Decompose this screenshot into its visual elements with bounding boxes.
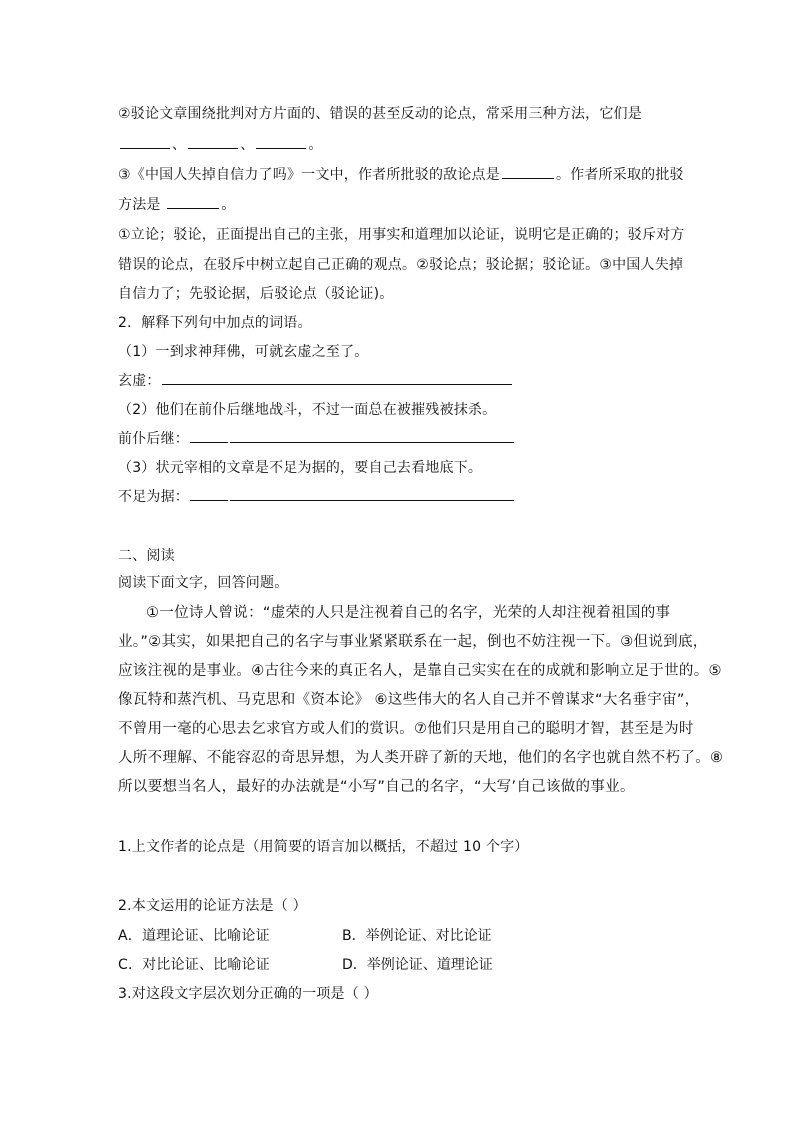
question-1: 1.上文作者的论点是（用简要的语言加以概括，不超过 10 个字） (118, 839, 529, 855)
answer-line: 错误的论点，在驳斥中树立起自己正确的观点。②驳论点；驳论据；驳论证。③中国人失掉 (118, 257, 684, 273)
option-c[interactable]: C．对比论证、比喻论证 (118, 957, 270, 973)
option-d[interactable]: D．举例论证、道理论证 (342, 957, 493, 973)
option-a[interactable]: A．道理论证、比喻论证 (118, 928, 270, 944)
answer-blanks-line (118, 134, 323, 155)
question-line (118, 164, 684, 185)
answer-line-blank[interactable] (230, 442, 514, 443)
passage-line: 所以要想当名人，最好的办法就是“小写”自己的名字，“大写’自己该做的事业。 (118, 779, 635, 795)
answer-blank[interactable] (188, 134, 238, 149)
term-label: 玄虚： (118, 373, 161, 389)
question-text: ②驳论文章围绕批判对方片面的、错误的甚至反动的论点，常采用三种方法，它们是 (118, 106, 642, 122)
answer-blank[interactable] (120, 134, 170, 149)
separator: 、 (172, 137, 187, 153)
period: 。 (221, 197, 236, 213)
passage-line: 不曾用一毫的心思去乞求官方或人们的赏识。⑦他们只是用自己的聪明才智，甚至是为时 (118, 721, 694, 737)
question-3: 3.对这段文字层次划分正确的一项是（ ） (118, 986, 378, 1002)
answer-line-blank[interactable] (190, 442, 228, 443)
answer-line: 自信力了；先驳论据，后驳论点（驳论证)。 (118, 286, 394, 302)
separator: 、 (240, 137, 255, 153)
answer-blank[interactable] (256, 134, 306, 149)
period: 。 (308, 137, 323, 153)
passage-line: 人所不理解、不能容忍的奇思异想，为人类开辟了新的天地，他们的名字也就自然不朽了。⑧ (118, 750, 724, 766)
term-label: 不足为据： (118, 489, 189, 505)
question-line (118, 104, 642, 124)
question-text: 。作者所采取的批驳 (555, 167, 684, 183)
question-title: 2．解释下列句中加点的词语。 (118, 315, 312, 331)
passage-line: 应该注视的是事业。④古往今来的真正名人，是靠自己实实在在的成就和影响立足于世的。⑤ (118, 663, 722, 679)
question-text: 方法是 (118, 197, 166, 213)
section-title: 二、阅读 (118, 548, 175, 564)
question-text: ③《中国人失掉自信力了吗》一文中，作者所批驳的敌论点是 (118, 167, 500, 183)
answer-line-blank[interactable] (190, 500, 228, 501)
passage-line: ①一位诗人曾说：“虚荣的人只是注视着自己的名字，光荣的人却注视着祖国的事 (146, 605, 671, 621)
answer-line-blank[interactable] (162, 384, 512, 385)
answer-blank[interactable] (502, 164, 554, 179)
sentence: （3）状元宰相的文章是不足为据的，要自己去看地底下。 (118, 460, 483, 476)
term-label: 前仆后继： (118, 431, 189, 447)
answer-line-blank[interactable] (230, 500, 514, 501)
sentence: （1）一到求神拜佛，可就玄虚之至了。 (118, 344, 369, 360)
answer-line: ①立论；驳论，正面提出自己的主张，用事实和道理加以论证，说明它是正确的；驳斥对方 (118, 227, 685, 243)
sentence: （2）他们在前仆后继地战斗，不过一面总在被摧残被抹杀。 (118, 402, 497, 418)
question-2: 2.本文运用的论证方法是（ ） (118, 898, 307, 914)
option-b[interactable]: B．举例论证、对比论证 (342, 928, 492, 944)
passage-line: 像瓦特和蒸汽机、马克思和《资本论》 ⑥这些伟大的名人自己并不曾谋求“大名垂宇宙”， (118, 692, 700, 708)
instruction: 阅读下面文字，回答问题。 (118, 575, 289, 591)
answer-blank[interactable] (167, 194, 219, 209)
passage-line: 业。”②其实，如果把自己的名字与事业紧紧联系在一起，倒也不妨注视一下。③但说到底， (118, 634, 708, 650)
question-line (118, 194, 235, 215)
